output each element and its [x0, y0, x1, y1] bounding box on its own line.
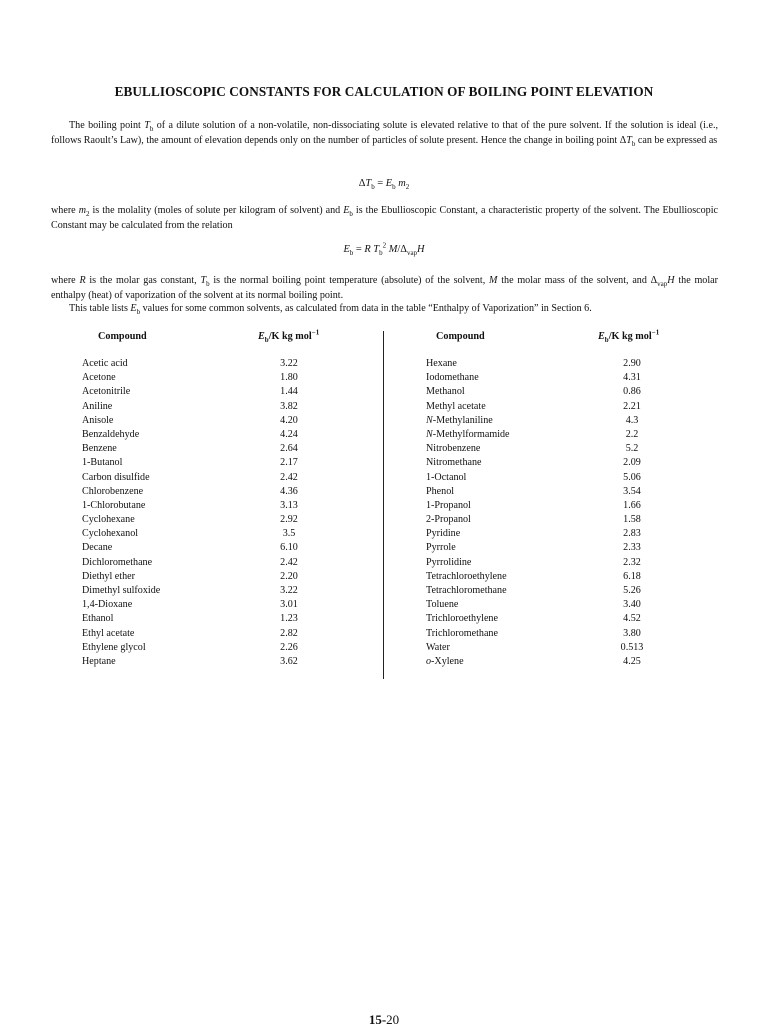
compound-name: 1-Propanol — [426, 499, 471, 511]
ebullioscopic-value: 0.86 — [623, 386, 641, 398]
ebullioscopic-value: 4.25 — [623, 655, 641, 667]
ebullioscopic-value: 3.22 — [280, 358, 298, 369]
compound-name: Cyclohexane — [82, 514, 135, 526]
compound-name: Acetic acid — [82, 358, 128, 369]
compound-name: Ethyl acetate — [82, 627, 135, 639]
compound-name: Methyl acetate — [426, 400, 486, 412]
ebullioscopic-value: 2.82 — [280, 627, 298, 639]
ebullioscopic-value: 3.62 — [280, 655, 298, 667]
ebullioscopic-value: 2.42 — [280, 471, 298, 483]
compound-name: 2-Propanol — [426, 514, 471, 526]
ebullioscopic-value: 3.13 — [280, 499, 298, 511]
page-number: 15-20 — [368, 1012, 400, 1027]
compound-name: Anisole — [82, 414, 114, 426]
ebullioscopic-value: 3.40 — [623, 599, 641, 611]
compound-name: Tetrachloromethane — [426, 585, 507, 596]
left-value-column — [260, 357, 318, 669]
ebullioscopic-value: 2.32 — [623, 556, 641, 568]
page-title: EBULLIOSCOPIC CONSTANTS FOR CALCULATION OF BOILING POINT ELEVATION — [114, 84, 654, 99]
compound-name: N-Methylformamide — [426, 428, 510, 440]
table-intro-paragraph: This table lists $E_b$ values for some common solvents, as calculated from data in the table “Enthalpy of Vaporization” in Section 6. — [69, 303, 592, 317]
ebullioscopic-value: 2.17 — [280, 457, 298, 469]
compound-name: Benzaldehyde — [82, 428, 140, 440]
ebullioscopic-value: 3.01 — [280, 599, 298, 611]
ebullioscopic-value: 2.83 — [623, 528, 641, 540]
compound-name: N-Methylaniline — [426, 414, 493, 426]
ebullioscopic-value: 1.66 — [623, 499, 641, 511]
ebullioscopic-value: 0.513 — [620, 641, 644, 653]
equation-boiling-point-elevation: $\Delta T_b = E_b$ $m_2$ — [358, 178, 410, 192]
compound-name: Toluene — [426, 599, 459, 611]
ebullioscopic-value: 3.5 — [282, 528, 296, 540]
compound-name: Water — [426, 641, 450, 653]
ebullioscopic-value: 6.18 — [623, 570, 641, 582]
ebullioscopic-value: 1.58 — [623, 514, 641, 526]
ebullioscopic-value: 2.92 — [280, 514, 298, 526]
ebullioscopic-value: 4.31 — [623, 372, 641, 384]
ebullioscopic-value: 1.23 — [280, 613, 298, 625]
right-value-column — [603, 357, 661, 669]
ebullioscopic-value: 4.3 — [625, 414, 639, 426]
compound-name: Dimethyl sulfoxide — [82, 585, 161, 596]
compound-name: 1-Octanol — [426, 471, 467, 483]
compound-name: Tetrachloroethylene — [426, 570, 507, 582]
header-compound-right: Compound — [436, 331, 485, 342]
ebullioscopic-value: 2.09 — [623, 457, 641, 469]
ebullioscopic-value: 4.52 — [623, 613, 641, 625]
compound-name: Nitrobenzene — [426, 443, 481, 455]
right-compound-column — [426, 357, 510, 669]
equation-ebullioscopic-constant: $E_b = R$ $T_b^2$ $M/\Delta_{vap}H$ — [343, 241, 425, 258]
compound-name: Trichloroethylene — [426, 613, 498, 625]
compound-name: Pyridine — [426, 528, 461, 540]
where-paragraph-1: where $m_2$ is the molality (moles of solute per kilogram of solvent) and $E_b$ is the Ebullioscopic Constant, a characteristic property of the solvent. The Ebullioscopic Constant may be calculated from the relation — [51, 205, 719, 231]
compound-name: Acetone — [82, 372, 116, 384]
compound-name: o-Xylene — [426, 655, 464, 667]
compound-name: Benzene — [82, 443, 117, 455]
ebullioscopic-value: 2.20 — [280, 570, 298, 582]
ebullioscopic-value: 3.80 — [623, 627, 641, 639]
ebullioscopic-value: 3.22 — [280, 585, 298, 596]
ebullioscopic-value: 2.21 — [623, 400, 641, 412]
compound-name: Nitromethane — [426, 457, 482, 469]
compound-name: Ethylene glycol — [82, 641, 146, 653]
compound-name: Diethyl ether — [82, 570, 135, 582]
intro-paragraph: The boiling point $T_b$ of a dilute solution of a non-volatile, non-dissociating solute is elevated relative to that of the pure solvent. If the solution is ideal (i.e., follows Raoult’s Law), the amount of elevation depends only on the number of particles of solute present. Hence the change in boiling point $\Delta T_b$ can be expressed as — [51, 120, 718, 148]
compound-name: Pyrrolidine — [426, 556, 472, 568]
ebullioscopic-value: 4.36 — [280, 485, 298, 497]
compound-name: Heptane — [82, 655, 116, 667]
compound-name: Chlorobenzene — [82, 485, 144, 497]
compound-name: Decane — [82, 542, 113, 554]
compound-name: Methanol — [426, 386, 465, 398]
ebullioscopic-value: 6.10 — [280, 542, 298, 554]
ebullioscopic-value: 1.80 — [280, 372, 298, 384]
ebullioscopic-value: 2.90 — [623, 358, 641, 369]
ebullioscopic-value: 5.2 — [625, 443, 639, 455]
ebullioscopic-value: 2.26 — [280, 641, 298, 653]
column-divider — [383, 331, 384, 679]
header-value-left: $E_b/K$ kg mol$^{-1}$ — [258, 328, 320, 345]
compound-name: Ethanol — [82, 613, 114, 625]
ebullioscopic-value: 5.06 — [623, 471, 641, 483]
compound-name: Cyclohexanol — [82, 528, 139, 540]
ebullioscopic-value: 2.33 — [623, 542, 641, 554]
ebullioscopic-value: 2.64 — [280, 443, 298, 455]
compound-name: Aniline — [82, 400, 113, 412]
left-compound-column — [82, 357, 160, 669]
compound-name: Acetonitrile — [82, 386, 131, 398]
compound-name: Phenol — [426, 485, 455, 497]
compound-name: Iodomethane — [426, 372, 479, 384]
compound-name: Carbon disulfide — [82, 471, 150, 483]
ebullioscopic-value: 3.82 — [280, 400, 298, 412]
ebullioscopic-value: 5.26 — [623, 585, 641, 596]
compound-name: Trichloromethane — [426, 627, 498, 639]
header-compound-left: Compound — [98, 331, 147, 342]
compound-name: 1,4-Dioxane — [82, 599, 133, 611]
ebullioscopic-value: 2.42 — [280, 556, 298, 568]
where-paragraph-2: where R is the molar gas constant, $T_b$ is the normal boiling point temperature (absolute) of the solvent, M the molar mass of the solvent, and $\Delta_{vap}H$ the molar enthalpy (heat) of vaporization of the solvent at its normal boiling point. — [51, 275, 718, 301]
compound-name: Pyrrole — [426, 542, 456, 554]
compound-name: 1-Butanol — [82, 457, 123, 469]
compound-name: Dichloromethane — [82, 556, 153, 568]
ebullioscopic-value: 3.54 — [623, 485, 641, 497]
ebullioscopic-value: 4.24 — [280, 428, 298, 440]
header-value-right: $E_b/K$ kg mol$^{-1}$ — [598, 328, 660, 345]
compound-name: 1-Chlorobutane — [82, 499, 146, 511]
compound-name: Hexane — [426, 358, 457, 369]
ebullioscopic-value: 1.44 — [280, 386, 298, 398]
ebullioscopic-value: 4.20 — [280, 414, 298, 426]
ebullioscopic-value: 2.2 — [625, 428, 639, 440]
